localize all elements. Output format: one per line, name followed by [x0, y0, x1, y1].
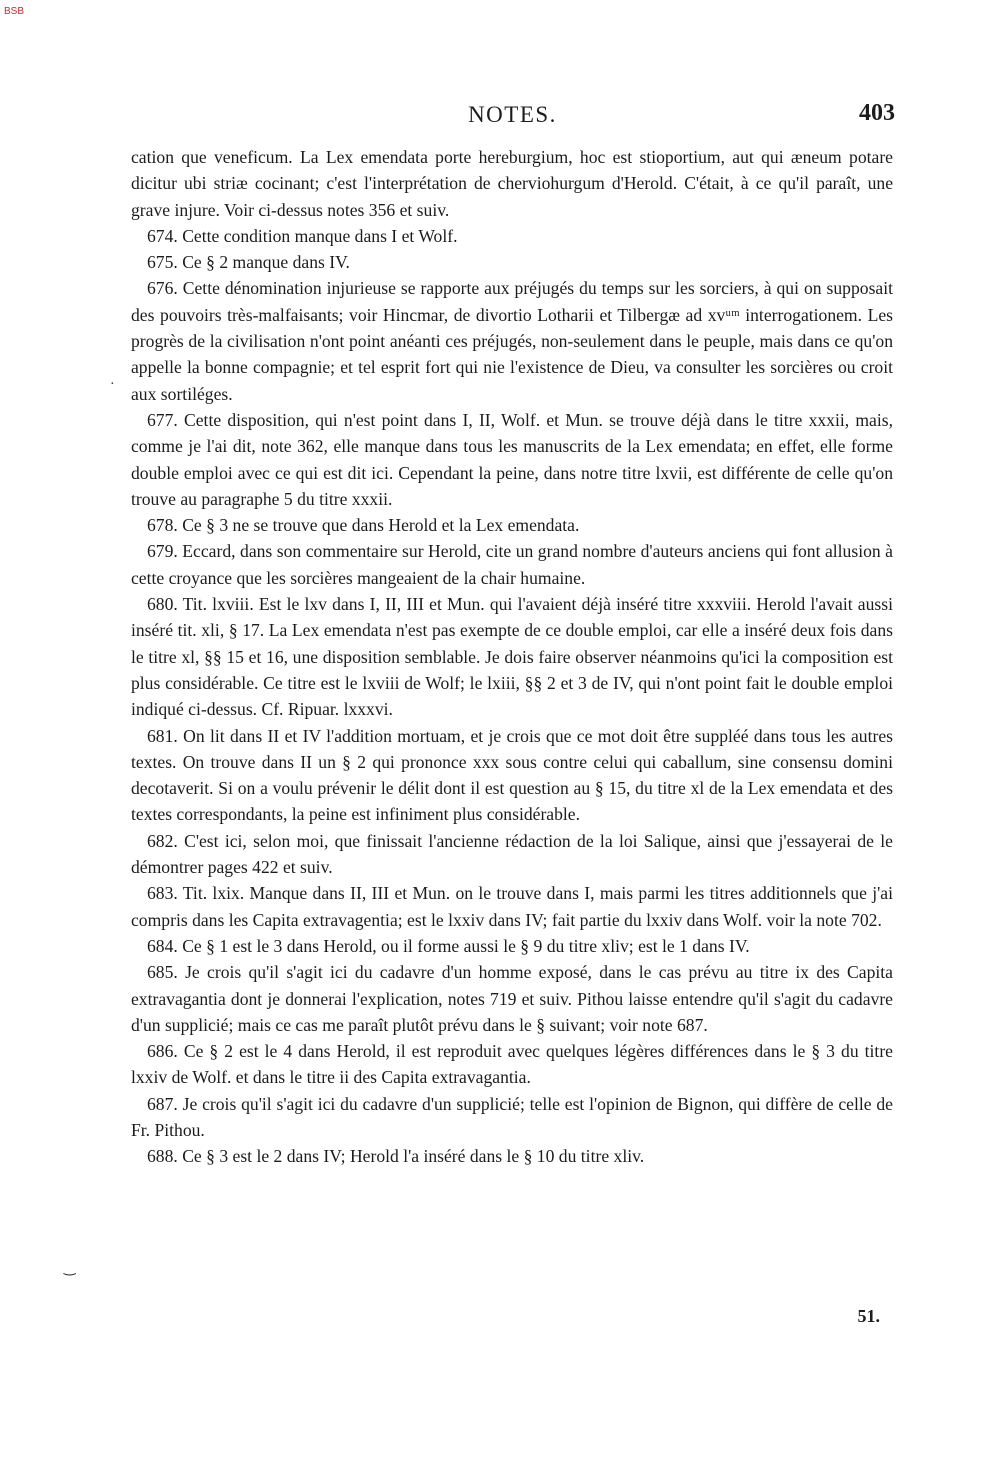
sheet-signature: 51.	[857, 1306, 880, 1326]
note-677: 677. Cette disposition, qui n'est point dans I, II, Wolf. et Mun. se trouve déjà dans le titre xxxii, mais, comme je l'ai dit, note 362, elle manque dans tous les manuscrits de la Lex emendata; en effet, elle forme double emploi avec ce qui est dit ici. Cependant la peine, dans notre titre lxvii, est différente de celle qu'on trouve au paragraphe 5 du titre xxxii.	[131, 409, 893, 509]
note-683: 683. Tit. lxix. Manque dans II, III et Mun. on le trouve dans I, mais parmi les titres additionnels que j'ai compris dans les Capita extravagentia; est le lxxiv dans IV; fait partie du lxxiv dans Wolf. voir la note 702.	[131, 883, 893, 930]
page-number: 403	[859, 100, 895, 126]
note-681: 681. On lit dans II et IV l'addition mortuam, et je crois que ce mot doit être suppléé dans tous les autres textes. On trouve dans II un § 2 qui prononce xxx sous contre celui qui caballum, sine consensu domini decotaverit. Si on a voulu prévenir le délit dont il est question au § 15, du titre xl de la Lex emendata et des textes correspondants, la peine est infiniment plus considérable.	[131, 725, 893, 825]
note-687: 687. Je crois qu'il s'agit ici du cadavre d'un supplicié; telle est l'opinion de Bignon, qui diffère de celle de Fr. Pithou.	[131, 1093, 893, 1140]
note-686: 686. Ce § 2 est le 4 dans Herold, il est reproduit avec quelques légères différences dans le § 3 du titre lxxiv de Wolf. et dans le titre ii des Capita extravagantia.	[131, 1041, 893, 1088]
note-680: 680. Tit. lxviii. Est le lxv dans I, II, III et Mun. qui l'avaient déjà inséré titre xxxviii. Herold l'avait aussi inséré tit. xli, § 17. La Lex emendata n'est pas exempte de ce double emploi, car elle a inséré deux fois dans le titre xl, §§ 15 et 16, une disposition semblable. Je dois faire observer néanmoins qu'ici la composition est plus considérable. Ce titre est le lxviii de Wolf; le lxiii, §§ 2 et 3 de IV, qui n'ont point fait le double emploi indiqué ci-dessus. Cf. Ripuar. lxxxvi.	[131, 594, 893, 720]
margin-dash: ‿	[64, 1261, 76, 1276]
page-header	[130, 100, 895, 140]
note-684: 684. Ce § 1 est le 3 dans Herold, ou il forme aussi le § 9 du titre xliv; est le 1 dans IV.	[147, 935, 750, 956]
notes-body	[131, 144, 893, 1170]
note-676: 676. Cette dénomination injurieuse se rapporte aux préjugés du temps sur les sorciers, à qui on supposait des pouvoirs très-malfaisants; voir Hincmar, de divortio Lotharii et Tilbergæ ad xvᵘᵐ interrogationem. Les progrès de la civilisation n'ont point anéanti ces préjugés, non-seulement dans le peuple, mais dans ce qu'on appelle la bonne compagnie; et tel esprit fort qui nie l'existence de Dieu, va consulter les sorcières ou croit aux sortiléges.	[131, 278, 893, 404]
note-685: 685. Je crois qu'il s'agit ici du cadavre d'un homme exposé, dans le cas prévu au titre ix des Capita extravagantia dont je donnerai l'explication, notes 719 et suiv. Pithou laisse entendre qu'il s'agit du cadavre d'un supplicié; mais ce cas me paraît plutôt prévu dans le § suivant; voir note 687.	[131, 962, 893, 1035]
note-678: 678. Ce § 3 ne se trouve que dans Herold et la Lex emendata.	[147, 515, 580, 536]
note-674: 674. Cette condition manque dans I et Wolf.	[147, 225, 458, 246]
note-continuation: cation que veneficum. La Lex emendata porte hereburgium, hoc est stioportium, aut qui æneum potare dicitur ubi striæ cocinant; c'est l'interprétation de cherviohurgum d'Herold. C'était, à ce qu'il paraît, une grave injure. Voir ci-dessus notes 356 et suiv.	[131, 147, 893, 220]
running-title: NOTES.	[468, 102, 557, 127]
note-682: 682. C'est ici, selon moi, que finissait l'ancienne rédaction de la loi Salique, ainsi que j'essayerai de le démontrer pages 422 et suiv.	[131, 830, 893, 878]
note-679: 679. Eccard, dans son commentaire sur Herold, cite un grand nombre d'auteurs anciens qui font allusion à cette croyance que les sorcières mangeaient de la chair humaine.	[131, 541, 893, 588]
note-675: 675. Ce § 2 manque dans IV.	[147, 252, 350, 273]
note-688: 688. Ce § 3 est le 2 dans IV; Herold l'a inséré dans le § 10 du titre xliv.	[147, 1146, 645, 1167]
library-watermark: BSB	[4, 6, 25, 17]
margin-mark: ·	[110, 377, 115, 392]
